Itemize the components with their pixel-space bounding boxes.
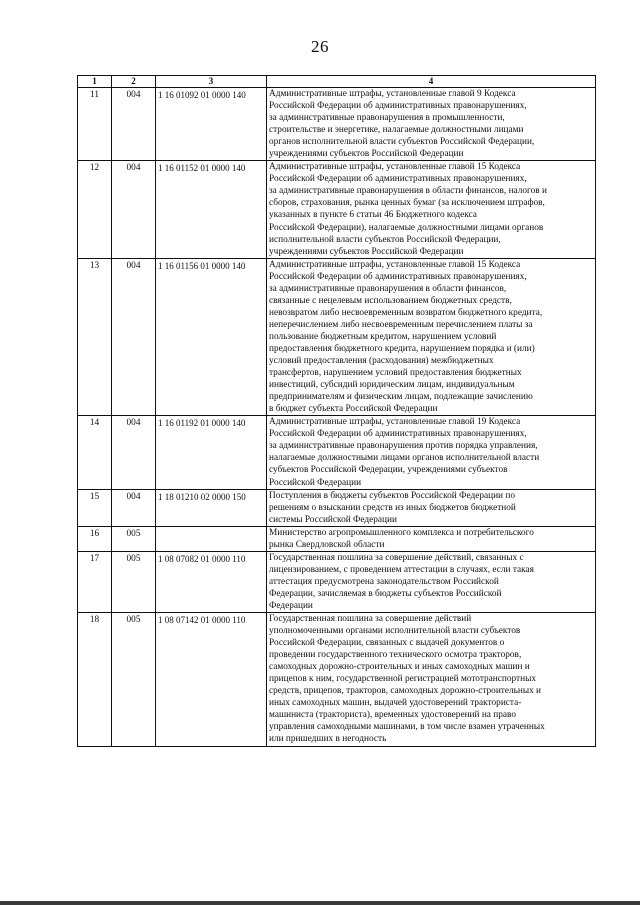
description-line: аттестация предусмотрена законодательством Российской (269, 576, 499, 587)
row-number: 15 (78, 489, 112, 526)
description-line: налагаемые должностными лицами органов исполнительной власти (269, 453, 540, 464)
budget-classification-code: 1 16 01152 01 0000 140 (156, 161, 267, 258)
description-line: Министерство агропромышленного комплекса и потребительского (269, 527, 534, 538)
description-line: строительстве и энергетике, налагаемые должностными лицами (269, 125, 524, 136)
description-line: в бюджет субъекта Российской Федерации (269, 404, 438, 415)
description-line: Российской Федерации об административных правонарушениях, (269, 101, 527, 112)
table-row (78, 551, 596, 612)
description-line: предпринимателям и физическим лицам, подлежащие зачислению (269, 392, 533, 403)
description-line: сборов, страхования, рынка ценных бумаг (за исключением штрафов, (269, 198, 545, 209)
table-row (78, 526, 596, 551)
description-line: указанных в пункте 6 статьи 46 Бюджетного кодекса (269, 210, 477, 221)
description-line: иных самоходных машин, выдачей удостоверений тракториста- (269, 698, 522, 709)
header-col-2: 2 (112, 76, 156, 88)
budget-classification-code: 1 18 01210 02 0000 150 (156, 489, 267, 526)
table-row (78, 88, 596, 161)
description-line: исполнительной власти субъектов Российской Федерации, (269, 234, 501, 245)
description-line: учреждениями субъектов Российской Федерации (269, 149, 464, 160)
revenue-description (267, 258, 596, 416)
revenue-description (267, 489, 596, 526)
revenue-description (267, 416, 596, 489)
revenue-description (267, 526, 596, 551)
description-line: или пришедших в негодность (269, 734, 387, 745)
row-number: 18 (78, 613, 112, 747)
revenue-description (267, 613, 596, 747)
description-line: предоставления бюджетного кредита, нарушением порядка и (или) (269, 343, 535, 354)
description-line: связанные с нецелевым использованием бюджетных средств, (269, 295, 512, 306)
description-line: субъектов Российской Федерации, учреждениями субъектов (269, 465, 508, 476)
budget-classification-code (156, 526, 267, 551)
description-line: Российской Федерации об административных правонарушениях, (269, 429, 527, 440)
description-line: за административные правонарушения в промышленности, (269, 113, 505, 124)
row-number: 17 (78, 551, 112, 612)
description-line: управления самоходными машинами, в том числе взамен утраченных (269, 722, 545, 733)
description-line: неперечислением либо несвоевременным перечислением платы за (269, 319, 533, 330)
budget-classification-code: 1 16 01192 01 0000 140 (156, 416, 267, 489)
revenue-codes-table (77, 75, 596, 747)
description-line: условий предоставления (расходования) межбюджетных (269, 356, 494, 367)
page-number: 26 (311, 37, 329, 56)
admin-code: 005 (112, 551, 156, 612)
description-line: Государственная пошлина за совершение действий, связанных с (269, 552, 524, 563)
description-line: за административные правонарушения в области финансов, (269, 283, 507, 294)
row-number: 13 (78, 258, 112, 416)
header-col-3: 3 (156, 76, 267, 88)
budget-classification-code: 1 16 01156 01 0000 140 (156, 258, 267, 416)
row-number: 11 (78, 88, 112, 161)
revenue-description (267, 88, 596, 161)
budget-classification-code: 1 08 07082 01 0000 110 (156, 551, 267, 612)
table-row (78, 489, 596, 526)
description-line: Федерации (269, 600, 313, 611)
description-line: машиниста (тракториста), временных удостоверений на право (269, 710, 516, 721)
header-row (78, 76, 596, 88)
admin-code: 004 (112, 161, 156, 258)
description-line: Государственная пошлина за совершение действий (269, 614, 472, 625)
header-col-1: 1 (78, 76, 112, 88)
header-col-4: 4 (267, 76, 596, 88)
scan-edge (0, 901, 640, 905)
description-line: Административные штрафы, установленные главой 15 Кодекса (269, 259, 521, 270)
table-row (78, 258, 596, 416)
description-line: рынка Свердловской области (269, 539, 385, 550)
description-line: Административные штрафы, установленные главой 9 Кодекса (269, 89, 516, 99)
description-line: Российской Федерации об административных правонарушениях, (269, 174, 527, 185)
description-line: учреждениями субъектов Российской Федерации (269, 246, 464, 257)
description-line: Федерации, зачисляемая в бюджеты субъектов Российской (269, 588, 502, 599)
table-row (78, 416, 596, 489)
table-body (78, 88, 596, 747)
description-line: органов исполнительной власти субъектов Российской Федерации, (269, 137, 535, 148)
description-line: системы Российской Федерации (269, 514, 397, 525)
description-line: Российской Федерации, связанных с выдачей документов о (269, 638, 505, 649)
budget-classification-code: 1 16 01092 01 0000 140 (156, 88, 267, 161)
admin-code: 004 (112, 258, 156, 416)
description-line: за административные правонарушения в области финансов, налогов и (269, 186, 547, 197)
revenue-description (267, 161, 596, 258)
description-line: пользование бюджетным кредитом, нарушением условий (269, 331, 497, 342)
table-row (78, 161, 596, 258)
admin-code: 005 (112, 526, 156, 551)
description-line: уполномоченными органами исполнительной власти субъектов (269, 626, 521, 637)
row-number: 14 (78, 416, 112, 489)
table-row (78, 613, 596, 747)
description-line: Российской Федерации (269, 477, 362, 488)
description-line: Административные штрафы, установленные главой 15 Кодекса (269, 162, 521, 173)
description-line: невозвратом либо несвоевременным возвратом бюджетного кредита, (269, 307, 543, 318)
revenue-description (267, 551, 596, 612)
description-line: за административные правонарушения против порядка управления, (269, 441, 538, 452)
description-line: самоходных дорожно-строительных и иных самоходных машин и (269, 662, 530, 673)
description-line: прицепов к ним, государственной регистрацией мототранспортных (269, 674, 536, 685)
row-number: 16 (78, 526, 112, 551)
description-line: средств, прицепов, тракторов, самоходных дорожно-строительных и (269, 686, 542, 697)
row-number: 12 (78, 161, 112, 258)
description-line: Административные штрафы, установленные главой 19 Кодекса (269, 417, 521, 428)
description-line: проведении государственного технического осмотра тракторов, (269, 650, 522, 661)
description-line: решениям о взыскании средств из иных бюджетов бюджетной (269, 502, 516, 513)
description-line: трансфертов, нарушением условий предоставления бюджетных (269, 368, 522, 379)
description-line: Поступления в бюджеты субъектов Российской Федерации по (269, 490, 515, 501)
admin-code: 004 (112, 416, 156, 489)
admin-code: 004 (112, 88, 156, 161)
description-line: Российской Федерации об административных правонарушениях, (269, 271, 527, 282)
description-line: лицензированием, с проведением аттестации в случаях, если такая (269, 564, 534, 575)
budget-classification-code: 1 08 07142 01 0000 110 (156, 613, 267, 747)
description-line: Российской Федерации), налагаемые должностными лицами органов (269, 222, 544, 233)
admin-code: 004 (112, 489, 156, 526)
admin-code: 005 (112, 613, 156, 747)
description-line: инвестиций, субсидий юридическим лицам, индивидуальным (269, 380, 515, 391)
